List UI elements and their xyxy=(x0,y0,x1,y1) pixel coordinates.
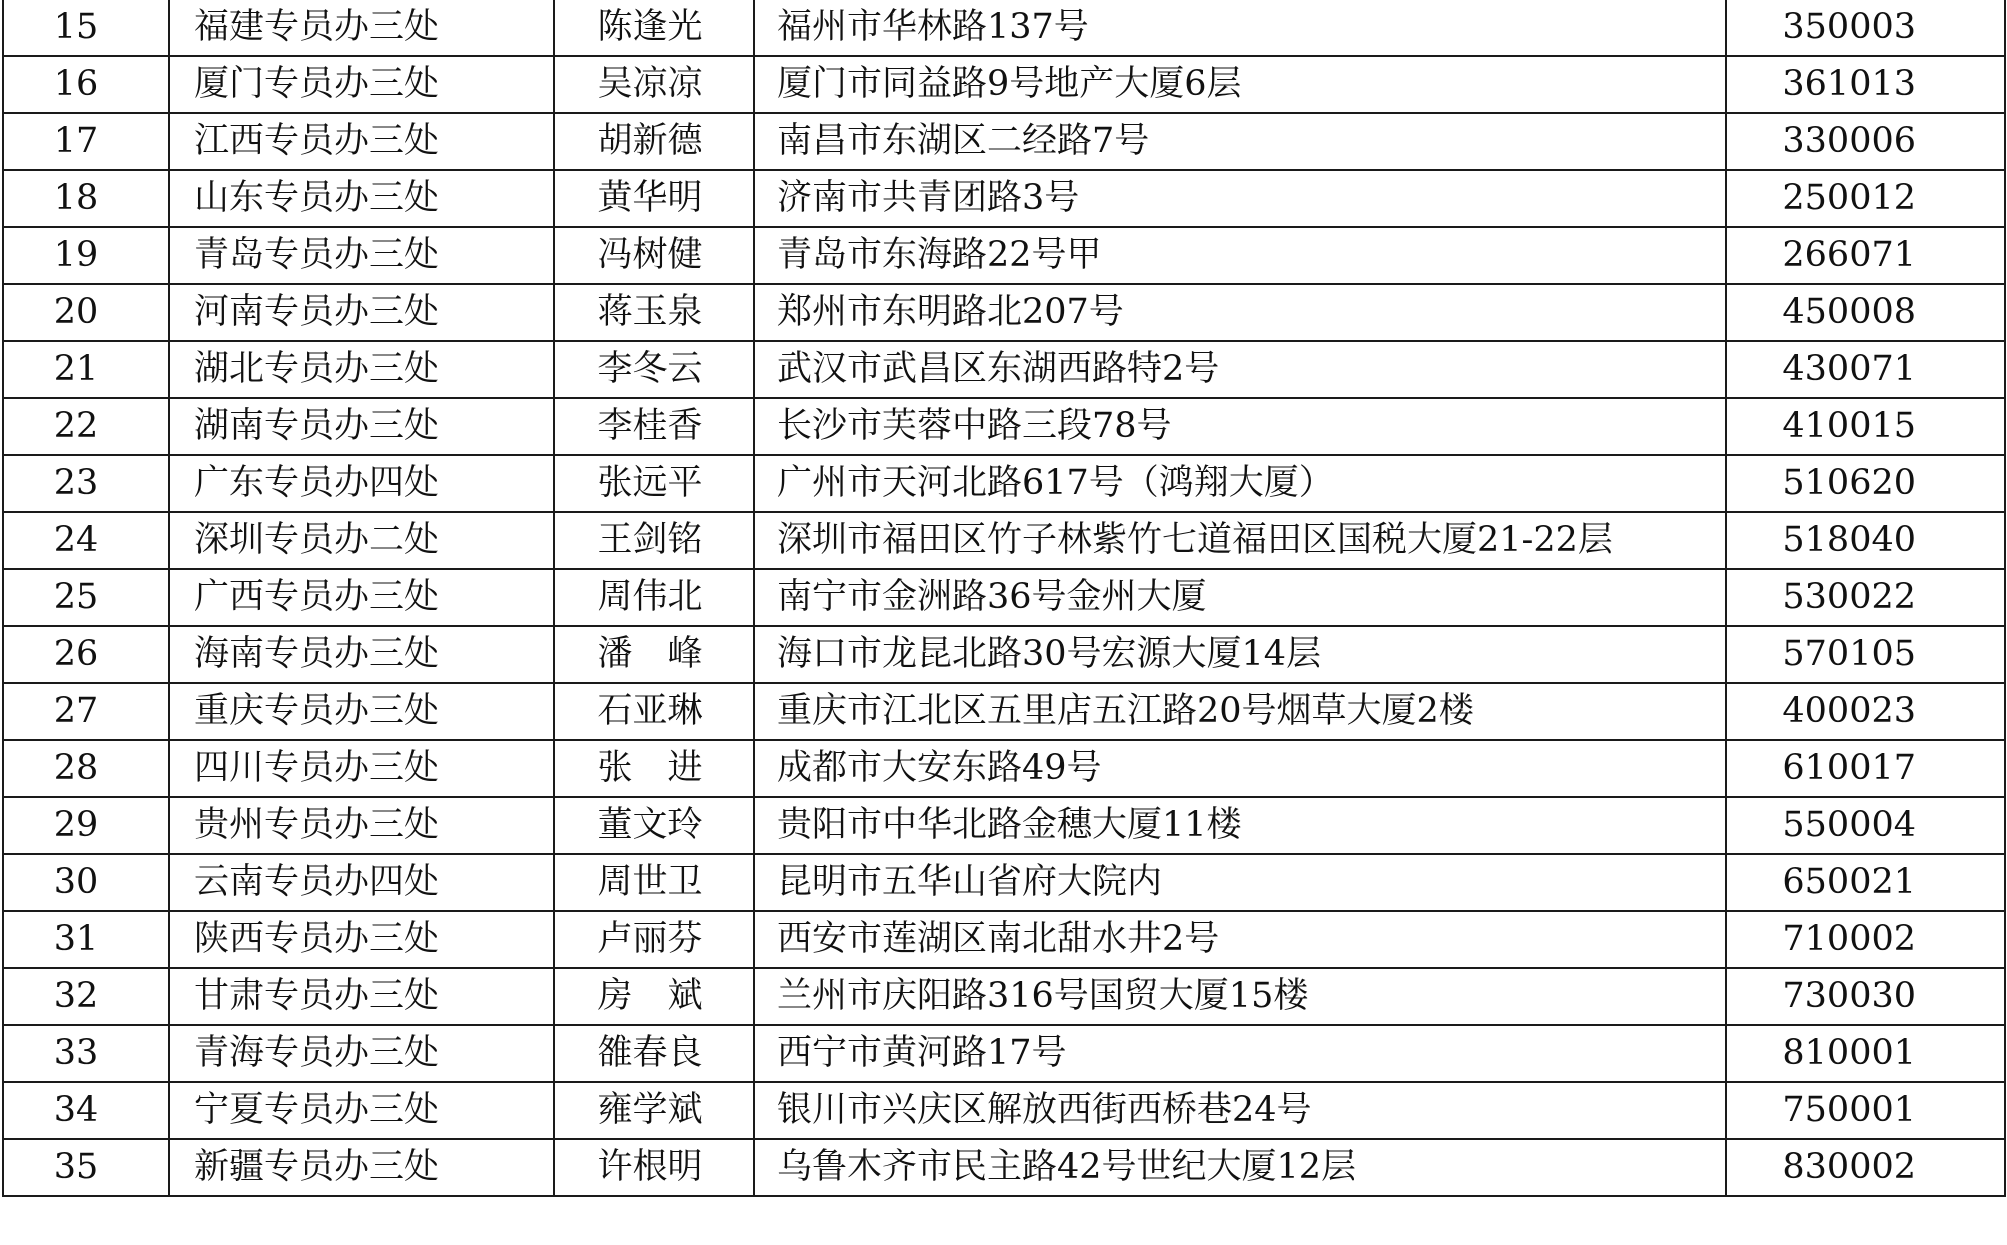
postcode-cell: 266071 xyxy=(1726,227,2005,284)
address-cell: 广州市天河北路617号（鸿翔大厦） xyxy=(754,455,1726,512)
office-cell: 青海专员办三处 xyxy=(169,1025,554,1082)
table-row xyxy=(3,797,2005,854)
table-row xyxy=(3,1025,2005,1082)
table-row xyxy=(3,683,2005,740)
office-cell: 青岛专员办三处 xyxy=(169,227,554,284)
address-cell: 银川市兴庆区解放西街西桥巷24号 xyxy=(754,1082,1726,1139)
contact-name-cell: 陈逢光 xyxy=(554,0,754,56)
postcode-cell: 650021 xyxy=(1726,854,2005,911)
office-cell: 湖北专员办三处 xyxy=(169,341,554,398)
office-cell: 广东专员办四处 xyxy=(169,455,554,512)
row-number-cell: 33 xyxy=(3,1025,169,1082)
table-row xyxy=(3,512,2005,569)
postcode-cell: 810001 xyxy=(1726,1025,2005,1082)
contact-name-cell: 周伟北 xyxy=(554,569,754,626)
contact-name-cell: 张远平 xyxy=(554,455,754,512)
office-cell: 广西专员办三处 xyxy=(169,569,554,626)
table-row xyxy=(3,341,2005,398)
address-cell: 南宁市金洲路36号金州大厦 xyxy=(754,569,1726,626)
address-cell: 济南市共青团路3号 xyxy=(754,170,1726,227)
row-number-cell: 21 xyxy=(3,341,169,398)
address-cell: 昆明市五华山省府大院内 xyxy=(754,854,1726,911)
postcode-cell: 730030 xyxy=(1726,968,2005,1025)
contact-name-cell: 王剑铭 xyxy=(554,512,754,569)
row-number-cell: 16 xyxy=(3,56,169,113)
contact-name-cell: 李桂香 xyxy=(554,398,754,455)
table-row xyxy=(3,854,2005,911)
office-cell: 深圳专员办二处 xyxy=(169,512,554,569)
row-number-cell: 29 xyxy=(3,797,169,854)
address-cell: 贵阳市中华北路金穗大厦11楼 xyxy=(754,797,1726,854)
office-cell: 宁夏专员办三处 xyxy=(169,1082,554,1139)
contact-name-cell: 张 进 xyxy=(554,740,754,797)
table-row xyxy=(3,740,2005,797)
postcode-cell: 830002 xyxy=(1726,1139,2005,1196)
address-cell: 深圳市福田区竹子林紫竹七道福田区国税大厦21-22层 xyxy=(754,512,1726,569)
office-cell: 海南专员办三处 xyxy=(169,626,554,683)
office-directory-table xyxy=(2,0,2006,1197)
contact-name-cell: 雒春良 xyxy=(554,1025,754,1082)
table-row xyxy=(3,56,2005,113)
postcode-cell: 400023 xyxy=(1726,683,2005,740)
postcode-cell: 750001 xyxy=(1726,1082,2005,1139)
postcode-cell: 361013 xyxy=(1726,56,2005,113)
postcode-cell: 518040 xyxy=(1726,512,2005,569)
postcode-cell: 450008 xyxy=(1726,284,2005,341)
office-cell: 甘肃专员办三处 xyxy=(169,968,554,1025)
postcode-cell: 550004 xyxy=(1726,797,2005,854)
address-cell: 长沙市芙蓉中路三段78号 xyxy=(754,398,1726,455)
address-cell: 重庆市江北区五里店五江路20号烟草大厦2楼 xyxy=(754,683,1726,740)
office-cell: 山东专员办三处 xyxy=(169,170,554,227)
row-number-cell: 23 xyxy=(3,455,169,512)
row-number-cell: 32 xyxy=(3,968,169,1025)
contact-name-cell: 胡新德 xyxy=(554,113,754,170)
office-cell: 陕西专员办三处 xyxy=(169,911,554,968)
office-cell: 四川专员办三处 xyxy=(169,740,554,797)
postcode-cell: 710002 xyxy=(1726,911,2005,968)
contact-name-cell: 黄华明 xyxy=(554,170,754,227)
office-cell: 湖南专员办三处 xyxy=(169,398,554,455)
table-row xyxy=(3,968,2005,1025)
row-number-cell: 27 xyxy=(3,683,169,740)
postcode-cell: 530022 xyxy=(1726,569,2005,626)
contact-name-cell: 冯树健 xyxy=(554,227,754,284)
address-cell: 海口市龙昆北路30号宏源大厦14层 xyxy=(754,626,1726,683)
row-number-cell: 34 xyxy=(3,1082,169,1139)
address-cell: 武汉市武昌区东湖西路特2号 xyxy=(754,341,1726,398)
address-cell: 厦门市同益路9号地产大厦6层 xyxy=(754,56,1726,113)
row-number-cell: 19 xyxy=(3,227,169,284)
table-row xyxy=(3,227,2005,284)
postcode-cell: 510620 xyxy=(1726,455,2005,512)
contact-name-cell: 石亚琳 xyxy=(554,683,754,740)
address-cell: 青岛市东海路22号甲 xyxy=(754,227,1726,284)
row-number-cell: 15 xyxy=(3,0,169,56)
contact-name-cell: 李冬云 xyxy=(554,341,754,398)
postcode-cell: 610017 xyxy=(1726,740,2005,797)
row-number-cell: 26 xyxy=(3,626,169,683)
postcode-cell: 410015 xyxy=(1726,398,2005,455)
office-cell: 云南专员办四处 xyxy=(169,854,554,911)
contact-name-cell: 董文玲 xyxy=(554,797,754,854)
row-number-cell: 25 xyxy=(3,569,169,626)
table-row xyxy=(3,170,2005,227)
contact-name-cell: 雍学斌 xyxy=(554,1082,754,1139)
office-cell: 河南专员办三处 xyxy=(169,284,554,341)
row-number-cell: 22 xyxy=(3,398,169,455)
postcode-cell: 330006 xyxy=(1726,113,2005,170)
address-cell: 成都市大安东路49号 xyxy=(754,740,1726,797)
contact-name-cell: 周世卫 xyxy=(554,854,754,911)
row-number-cell: 35 xyxy=(3,1139,169,1196)
row-number-cell: 31 xyxy=(3,911,169,968)
office-cell: 重庆专员办三处 xyxy=(169,683,554,740)
office-cell: 福建专员办三处 xyxy=(169,0,554,56)
table-row xyxy=(3,1139,2005,1196)
office-cell: 厦门专员办三处 xyxy=(169,56,554,113)
postcode-cell: 430071 xyxy=(1726,341,2005,398)
address-cell: 西宁市黄河路17号 xyxy=(754,1025,1726,1082)
table-row xyxy=(3,284,2005,341)
office-cell: 贵州专员办三处 xyxy=(169,797,554,854)
address-cell: 福州市华林路137号 xyxy=(754,0,1726,56)
contact-name-cell: 吴凉凉 xyxy=(554,56,754,113)
table-row xyxy=(3,569,2005,626)
postcode-cell: 570105 xyxy=(1726,626,2005,683)
table-body xyxy=(3,0,2005,1196)
address-cell: 南昌市东湖区二经路7号 xyxy=(754,113,1726,170)
postcode-cell: 250012 xyxy=(1726,170,2005,227)
address-cell: 郑州市东明路北207号 xyxy=(754,284,1726,341)
table-row xyxy=(3,1082,2005,1139)
table-row xyxy=(3,626,2005,683)
row-number-cell: 20 xyxy=(3,284,169,341)
contact-name-cell: 潘 峰 xyxy=(554,626,754,683)
row-number-cell: 17 xyxy=(3,113,169,170)
contact-name-cell: 许根明 xyxy=(554,1139,754,1196)
postcode-cell: 350003 xyxy=(1726,0,2005,56)
table-row xyxy=(3,113,2005,170)
office-cell: 新疆专员办三处 xyxy=(169,1139,554,1196)
table-row xyxy=(3,911,2005,968)
contact-name-cell: 蒋玉泉 xyxy=(554,284,754,341)
contact-name-cell: 房 斌 xyxy=(554,968,754,1025)
office-cell: 江西专员办三处 xyxy=(169,113,554,170)
table-row xyxy=(3,398,2005,455)
row-number-cell: 24 xyxy=(3,512,169,569)
address-cell: 兰州市庆阳路316号国贸大厦15楼 xyxy=(754,968,1726,1025)
row-number-cell: 28 xyxy=(3,740,169,797)
row-number-cell: 30 xyxy=(3,854,169,911)
contact-name-cell: 卢丽芬 xyxy=(554,911,754,968)
address-cell: 西安市莲湖区南北甜水井2号 xyxy=(754,911,1726,968)
row-number-cell: 18 xyxy=(3,170,169,227)
table-row xyxy=(3,0,2005,56)
table-row xyxy=(3,455,2005,512)
office-directory-table-container xyxy=(2,0,2004,1242)
address-cell: 乌鲁木齐市民主路42号世纪大厦12层 xyxy=(754,1139,1726,1196)
